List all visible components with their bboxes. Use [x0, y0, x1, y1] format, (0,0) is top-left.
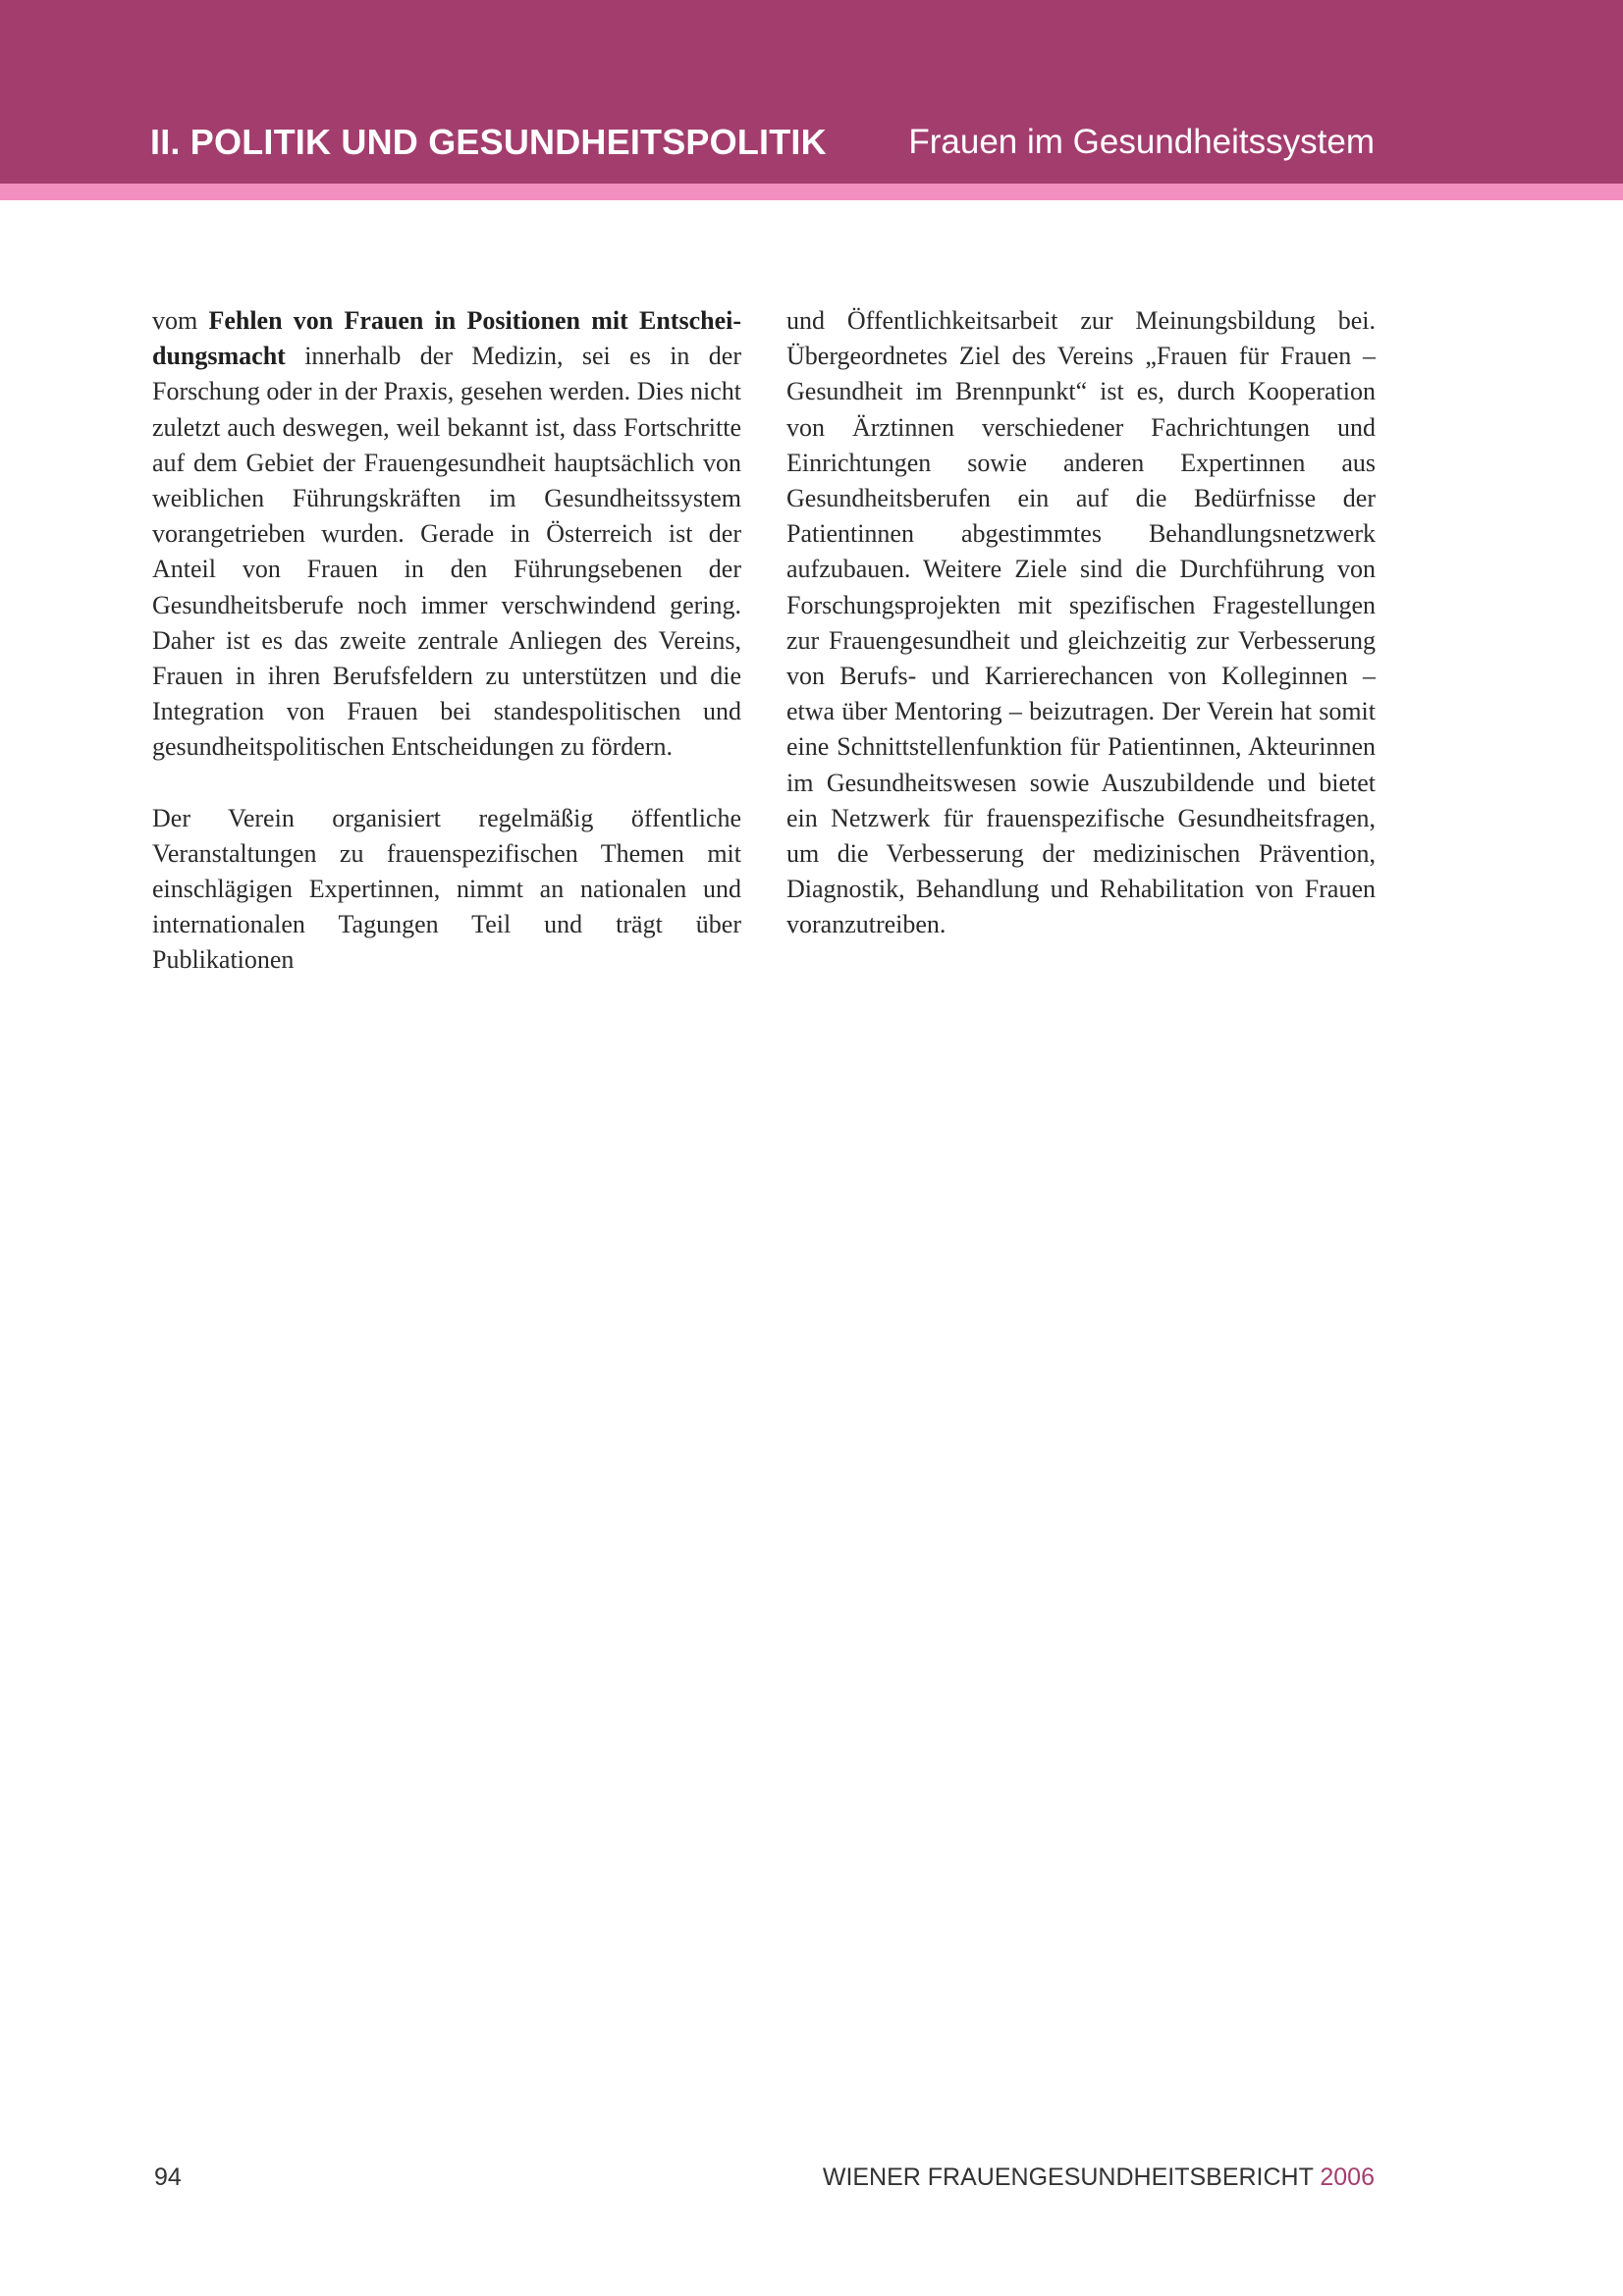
paragraph-lead: vom	[152, 306, 209, 335]
chapter-topic: Frauen im Gesundheitssystem	[908, 123, 1375, 161]
footer-report-title	[823, 2162, 1375, 2193]
header-accent-stripe	[0, 184, 1623, 200]
paragraph	[152, 303, 741, 766]
text-column-left	[152, 303, 741, 1014]
report-name: WIENER FRAUENGESUNDHEITSBERICHT	[822, 2163, 1321, 2191]
report-year: 2006	[1320, 2163, 1375, 2191]
section-title: II. POLITIK UND GESUNDHEITSPOLITIK	[150, 122, 827, 162]
paragraph: Der Verein organisiert regelmäßig öffentliche Veranstaltungen zu frauenspezifischen Themen mit einschlägigen Expertinnen, nimmt an nationalen und internationalen Tagungen Teil und trägt über Publikationen	[152, 803, 741, 975]
paragraph: und Öffentlichkeitsarbeit zur Meinungsbildung bei. Übergeordnetes Ziel des Vereins „Frauen für Frauen – Gesundheit im Brennpunkt“ ist es, durch Kooperation von Ärztinnen verschiedener Fachrichtungen und Einrichtungen sowie anderen Expertinnen aus Gesundheitsberufen ein auf die Bedürfnisse der Patientinnen abgestimmtes Behandlungsnetzwerk aufzubauen. Weitere Ziele sind die Durchführung von Forschungsprojekten mit spezifischen Fragestellungen zur Frauengesundheit und gleichzeitig zur Verbesserung von Berufs- und Karrierechancen von Kolleginnen – etwa über Mentoring – beizutragen. Der Verein hat somit eine Schnittstellenfunktion für Patientinnen, Akteurinnen im Gesundheitswesen sowie Auszubildende und bietet ein Netzwerk für frauenspezifische Gesundheitsfragen, um die Verbesserung der medizinischen Prävention, Diagnostik, Behandlung und Rehabilitation von Frauen voranzutreiben.	[786, 306, 1376, 939]
text-column-right	[786, 303, 1376, 979]
paragraph-text: innerhalb der Medizin, sei es in der Forschung oder in der Praxis, gesehen werden. Dies nicht zuletzt auch deswegen, weil bekannt ist, dass Fortschritte auf dem Gebiet der Frauengesundheit hauptsächlich von weiblichen Führungskräften im Gesundheitssystem vorangetrieben wurden. Gerade in Österreich ist der Anteil von Frauen in den Führungsebenen der Gesundheitsberufe noch immer verschwindend gering. Daher ist es das zweite zentrale Anliegen des Vereins, Frauen in ihren Berufsfeldern zu unterstützen und die Integration von Frauen bei standespolitischen und gesundheitspolitischen Entscheidungen zu fördern.	[152, 342, 741, 762]
bold-phrase: Fehlen von Frauen in Positionen mit Entscheidungsmacht	[152, 306, 742, 371]
page-number: 94	[154, 2163, 182, 2191]
